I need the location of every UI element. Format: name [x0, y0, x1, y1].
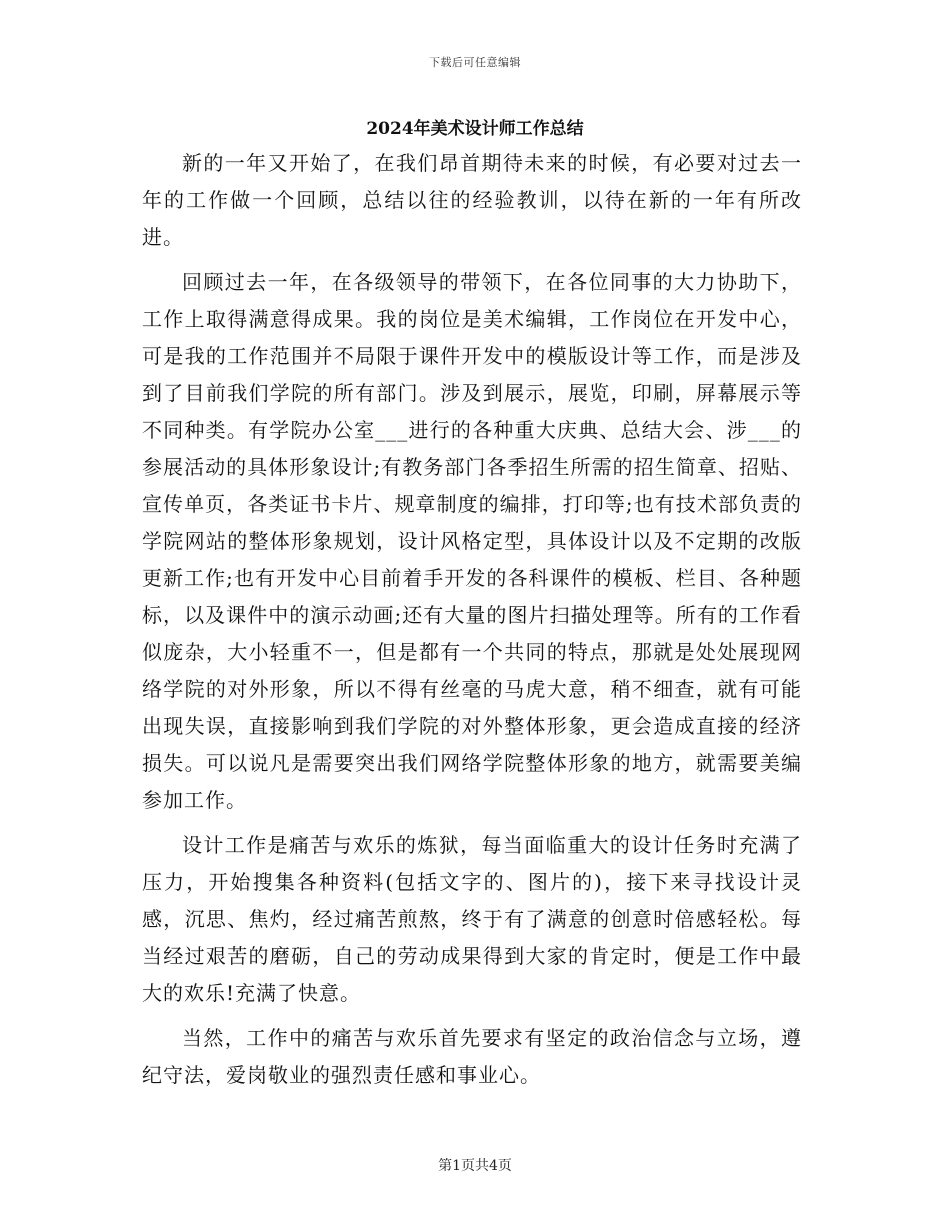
page-number: 第1页共4页 [438, 1158, 512, 1174]
paragraph-review: 回顾过去一年，在各级领导的带领下，在各位同事的大力协助下，工作上取得满意得成果。我的岗位是美术编辑，工作岗位在开发中心，可是我的工作范围并不局限于课件开发中的模版设计等工作，而是涉及到了目前我们学院的所有部门。涉及到展示，展览，印刷，屏幕展示等不同种类。有学院办公室___进行的各种重大庆典、总结大会、涉___的参展活动的具体形象设计;有教务部门各季招生所需的招生简章、招贴、宣传单页，各类证书卡片、规章制度的编排，打印等;也有技术部负责的学院网站的整体形象规划，设计风格定型，具体设计以及不定期的改版更新工作;也有开发中心目前着手开发的各科课件的模板、栏目、各种题标，以及课件中的演示动画;还有大量的图片扫描处理等。所有的工作看似庞杂，大小轻重不一，但是都有一个共同的特点，那就是处处展现网络学院的对外形象，所以不得有丝毫的马虎大意，稍不细查，就有可能出现失误，直接影响到我们学院的对外整体形象，更会造成直接的经济损失。可以说凡是需要突出我们网络学院整体形象的地方，就需要美编参加工作。 [142, 270, 802, 812]
document-title: 2024年美术设计师工作总结 [366, 119, 584, 139]
paragraph-design-work: 设计工作是痛苦与欢乐的炼狱，每当面临重大的设计任务时充满了压力，开始搜集各种资料(包括文字的、图片的)，接下来寻找设计灵感，沉思、焦灼，经过痛苦煎熬，终于有了满意的创意时倍感轻松。每当经过艰苦的磨砺，自己的劳动成果得到大家的肯定时，便是工作中最大的欢乐!充满了快意。 [142, 833, 802, 1005]
paragraph-intro: 新的一年又开始了，在我们昂首期待未来的时候，有必要对过去一年的工作做一个回顾，总结以往的经验教训，以待在新的一年有所改进。 [142, 151, 802, 249]
document-body [142, 145, 802, 1102]
header-note: 下载后可任意编辑 [429, 56, 521, 69]
paragraph-principles: 当然，工作中的痛苦与欢乐首先要求有坚定的政治信念与立场，遵纪守法，爱岗敬业的强烈责任感和事业心。 [142, 1026, 802, 1087]
